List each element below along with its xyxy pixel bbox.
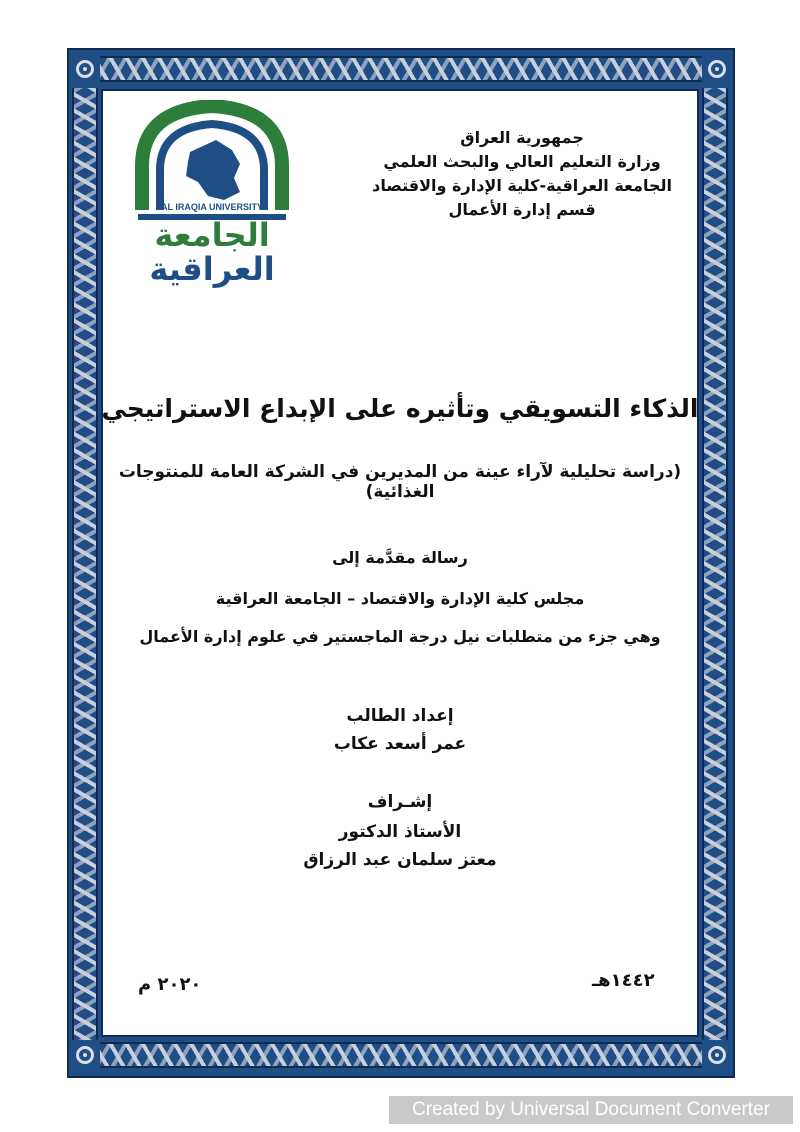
header-country: جمهورية العراق <box>460 128 584 147</box>
submitted-to-line: رسالة مقدَّمة إلى <box>332 548 468 567</box>
top-braid-border <box>99 56 703 82</box>
supervisor-label: إشـراف <box>367 792 433 812</box>
bottom-braid-border <box>99 1042 703 1068</box>
corner-ornament-icon <box>702 1040 732 1070</box>
corner-ornament-icon <box>70 54 100 84</box>
corner-ornament-icon <box>702 54 732 84</box>
thesis-subtitle: (دراسة تحليلية لآراء عينة من المديرين في الشركة العامة للمنتوجات الغذائية) <box>118 462 682 502</box>
right-braid-border <box>702 88 728 1040</box>
header-department: قسم إدارة الأعمال <box>448 200 596 219</box>
converter-watermark: Created by Universal Document Converter <box>389 1096 793 1124</box>
header-college: الجامعة العراقية-كلية الإدارة والاقتصاد <box>372 176 672 195</box>
degree-purpose-line: وهي جزء من متطلبات نيل درجة الماجستير في علوم إدارة الأعمال <box>139 627 661 646</box>
left-braid-border <box>72 88 98 1040</box>
hijri-year: ١٤٤٢هـ <box>592 970 655 991</box>
thesis-title: الذكاء التسويقي وتأثيره على الإبداع الاستراتيجي <box>101 394 699 423</box>
student-label: إعداد الطالب <box>346 706 454 726</box>
corner-ornament-icon <box>70 1040 100 1070</box>
logo-english-text: AL IRAQIA UNIVERSITY <box>160 202 264 212</box>
supervisor-name: معتز سلمان عبد الرزاق <box>303 850 497 870</box>
supervisor-title: الأستاذ الدكتور <box>338 822 462 842</box>
university-logo <box>128 100 296 288</box>
gregorian-year: ٢٠٢٠ م <box>138 974 202 995</box>
council-line: مجلس كلية الإدارة والاقتصاد – الجامعة العراقية <box>215 589 585 608</box>
logo-arabic-bottom-text: العراقية <box>149 250 275 288</box>
institution-header <box>372 126 672 222</box>
logo-arabic-top-text: الجامعة <box>154 216 270 254</box>
student-name: عمر أسعد عكاب <box>333 734 467 754</box>
header-ministry: وزارة التعليم العالي والبحث العلمي <box>383 152 661 171</box>
iraq-map-emblem-icon <box>128 100 296 288</box>
